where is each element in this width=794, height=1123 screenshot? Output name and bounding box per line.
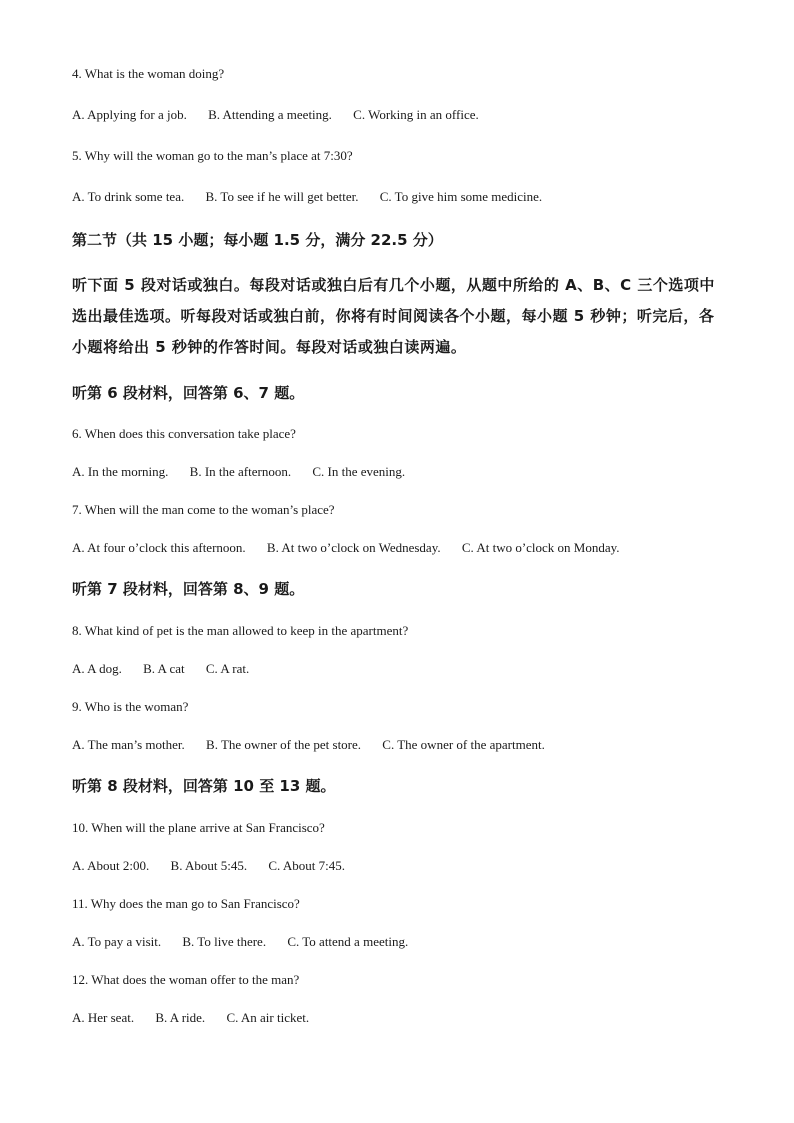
section-title: 第二节（共 15 小题；每小题 1.5 分，满分 22.5 分） (72, 231, 443, 249)
option-a: A. About 2:00. (72, 858, 150, 873)
material-heading: 听第 8 段材料，回答第 10 至 13 题。 (72, 777, 336, 795)
question-stem: 9. Who is the woman? (72, 699, 189, 714)
option-b: B. A ride. (155, 1010, 206, 1025)
option-a: A. The man’s mother. (72, 737, 185, 752)
option-a: A. Her seat. (72, 1010, 135, 1025)
option-a: A. In the morning. (72, 464, 169, 479)
question-options (72, 934, 408, 950)
option-a: A. A dog. (72, 661, 122, 676)
option-c: C. About 7:45. (268, 858, 345, 873)
material-heading: 听第 7 段材料，回答第 8、9 题。 (72, 580, 305, 598)
section-instructions: 听下面 5 段对话或独白。每段对话或独白后有几个小题，从题中所给的 A、B、C 三个选项中选出最佳选项。听每段对话或独白前，你将有时间阅读各个小题，每小题 5 秒钟；听完后，各小题将给出 5 秒钟的作答时间。每段对话或独白读两遍。 (72, 276, 715, 356)
option-c: C. At two o’clock on Monday. (461, 540, 620, 555)
material-heading: 听第 6 段材料，回答第 6、7 题。 (72, 384, 305, 402)
question-options (72, 661, 249, 677)
option-c: C. A rat. (205, 661, 250, 676)
question-options (72, 858, 345, 874)
question-stem: 10. When will the plane arrive at San Francisco? (72, 820, 325, 835)
question-stem: 11. Why does the man go to San Francisco? (72, 896, 300, 911)
option-c: C. To give him some medicine. (379, 189, 543, 204)
option-a: A. At four o’clock this afternoon. (72, 540, 246, 555)
option-b: B. The owner of the pet store. (206, 737, 362, 752)
option-b: B. To live there. (182, 934, 267, 949)
option-c: C. Working in an office. (353, 107, 479, 122)
option-a: A. To pay a visit. (72, 934, 162, 949)
option-c: C. To attend a meeting. (287, 934, 409, 949)
question-stem: 12. What does the woman offer to the man? (72, 972, 300, 987)
question-options (72, 1010, 309, 1026)
question-options (72, 189, 542, 205)
option-b: B. At two o’clock on Wednesday. (266, 540, 441, 555)
option-a: A. To drink some tea. (72, 189, 185, 204)
option-b: B. A cat (143, 661, 185, 676)
question-stem: 4. What is the woman doing? (72, 66, 225, 81)
option-b: B. Attending a meeting. (208, 107, 332, 122)
option-b: B. To see if he will get better. (205, 189, 359, 204)
option-b: B. About 5:45. (170, 858, 248, 873)
question-stem: 6. When does this conversation take place? (72, 426, 296, 441)
question-options (72, 107, 479, 123)
question-options (72, 540, 620, 556)
option-c: C. An air ticket. (226, 1010, 310, 1025)
question-options (72, 737, 545, 753)
option-b: B. In the afternoon. (189, 464, 292, 479)
option-c: C. In the evening. (312, 464, 406, 479)
question-options (72, 464, 405, 480)
option-c: C. The owner of the apartment. (382, 737, 545, 752)
question-stem: 8. What kind of pet is the man allowed to keep in the apartment? (72, 623, 409, 638)
question-stem: 5. Why will the woman go to the man’s place at 7:30? (72, 148, 353, 163)
option-a: A. Applying for a job. (72, 107, 187, 122)
question-stem: 7. When will the man come to the woman’s place? (72, 502, 335, 517)
